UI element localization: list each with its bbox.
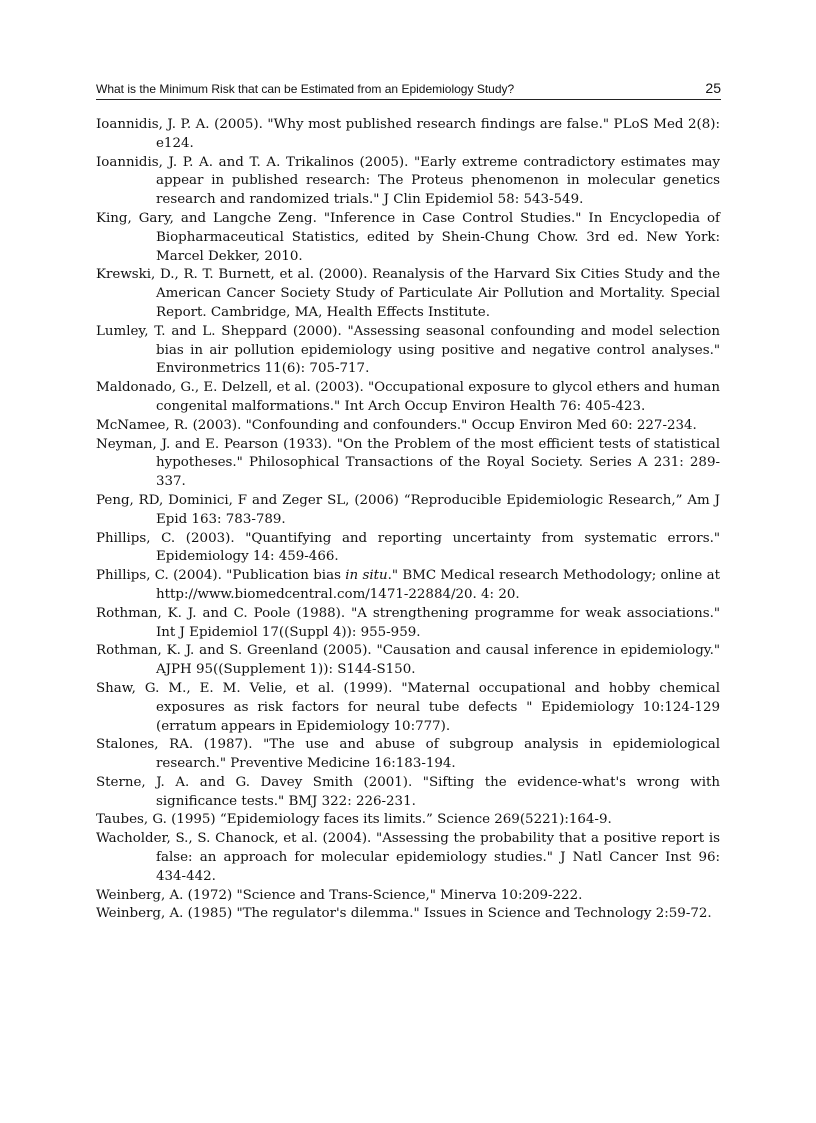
reference-list <box>96 116 720 924</box>
reference-item: Krewski, D., R. T. Burnett, et al. (2000). Reanalysis of the Harvard Six Cities Study and the American Cancer Society Study of Particulate Air Pollution and Mortality. Special Report. Cambridge, MA, Health Effects Institute. <box>96 267 720 320</box>
reference-item: King, Gary, and Langche Zeng. "Inference in Case Control Studies." In Encyclopedia of Biopharmaceutical Statistics, edited by Shein-Chung Chow. 3rd ed. New York: Marcel Dekker, 2010. <box>96 210 720 264</box>
reference-item: Stalones, RA. (1987). "The use and abuse of subgroup analysis in epidemiological research." Preventive Medicine 16:183-194. <box>96 737 720 772</box>
reference-item: Lumley, T. and L. Sheppard (2000). "Assessing seasonal confounding and model selection bias in air pollution epidemiology using positive and negative control analyses." Environmetrics 11(6): 705-717. <box>96 323 720 377</box>
reference-item: Rothman, K. J. and S. Greenland (2005). "Causation and causal inference in epidemiology." AJPH 95((Supplement 1)): S144-S150. <box>96 643 720 678</box>
reference-item <box>96 567 720 605</box>
reference-item: Maldonado, G., E. Delzell, et al. (2003). "Occupational exposure to glycol ethers and human congenital malformations." Int Arch Occup Environ Health 76: 405-423. <box>96 380 720 414</box>
reference-item: Taubes, G. (1995) “Epidemiology faces its limits.” Science 269(5221):164-9. <box>96 812 612 828</box>
reference-item: Shaw, G. M., E. M. Velie, et al. (1999). "Maternal occupational and hobby chemical exposures as risk factors for neural tube defects " Epidemiology 10:124-129 (erratum appears in Epidemiology 10:777). <box>96 680 720 734</box>
reference-item: Ioannidis, J. P. A. and T. A. Trikalinos (2005). "Early extreme contradictory estimates may appear in published research: The Proteus phenomenon in molecular genetics research and randomized trials." J Clin Epidemiol 58: 543-549. <box>96 154 720 208</box>
reference-item: Sterne, J. A. and G. Davey Smith (2001). "Sifting the evidence-what's wrong with significance tests." BMJ 322: 226-231. <box>96 774 720 809</box>
reference-item: Ioannidis, J. P. A. (2005). "Why most published research findings are false." PLoS Med 2(8): e124. <box>96 117 720 151</box>
reference-item: Weinberg, A. (1985) "The regulator's dilemma." Issues in Science and Technology 2:59-72. <box>96 906 712 922</box>
reference-item: Peng, RD, Dominici, F and Zeger SL, (2006) “Reproducible Epidemiologic Research,” Am J Epid 163: 783-789. <box>96 492 720 527</box>
reference-item: Wacholder, S., S. Chanock, et al. (2004). "Assessing the probability that a positive report is false: an approach for molecular epidemiology studies." J Natl Cancer Inst 96: 434-442. <box>96 831 720 884</box>
reference-italic-text: in situ <box>345 568 388 584</box>
reference-item: McNamee, R. (2003). "Confounding and confounders." Occup Environ Med 60: 227-234. <box>96 417 697 433</box>
reference-item: Phillips, C. (2003). "Quantifying and reporting uncertainty from systematic errors." Epidemiology 14: 459-466. <box>96 530 720 565</box>
reference-item: Rothman, K. J. and C. Poole (1988). "A strengthening programme for weak associations." Int J Epidemiol 17((Suppl 4)): 955-959. <box>96 605 720 640</box>
running-title: What is the Minimum Risk that can be Estimated from an Epidemiology Study? <box>96 82 515 96</box>
reference-item: Weinberg, A. (1972) "Science and Trans-Science," Minerva 10:209-222. <box>96 887 583 903</box>
page-number: 25 <box>705 80 721 96</box>
running-header <box>96 79 721 100</box>
reference-text: Phillips, C. (2004). "Publication bias <box>96 568 346 584</box>
reference-text: ." BMC Medical research Methodology; online at http://www.biomedcentral.com/1471-22884/20. 4: 20. <box>156 568 721 602</box>
reference-item: Neyman, J. and E. Pearson (1933). "On the Problem of the most efficient tests of statistical hypotheses." Philosophical Transactions of the Royal Society. Series A 231: 289-337. <box>96 436 720 490</box>
